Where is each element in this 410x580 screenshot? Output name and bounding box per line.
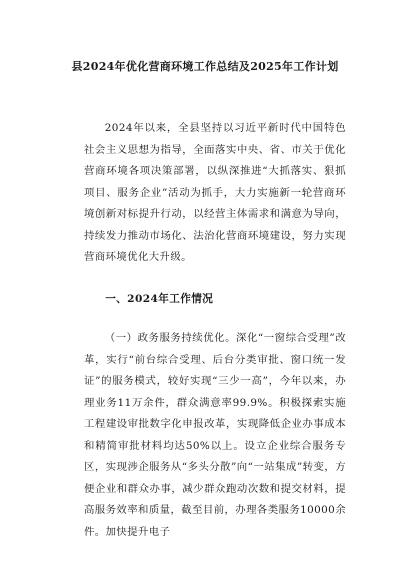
section-paragraph: （一）政务服务持续优化。深化“一窗综合受理”改革，实行“前台综合受理、后台分类审批、窗口统一发证”的服务模式，较好实现“三少一高”，今年以来，办理业务11万余件，群众满意率99.9%。积极探索实施工程建设审批数字化申报改革，实现降低企业办事成本和精简审批材料均达50%以上。设立企业综合服务专区，实现涉企服务从“多头分散”向“一站集成”转变，方便企业和群众办事，减少群众跑动次数和提交材料，提高服务效率和质量，截至目前，办理各类服务10000余件。加快提升电子	[84, 332, 346, 538]
section-heading: 一、2024年工作情况	[105, 293, 214, 305]
intro-paragraph: 2024年以来，全县坚持以习近平新时代中国特色社会主义思想为指导，全面落实中央、省、市关于优化营商环境各项决策部署，以纵深推进“大抓落实、狠抓项目、服务企业”活动为抓手，大力实施新一轮营商环境创新对标提升行动，以经营主体需求和满意为导向，持续发力推动市场化、法治化营商环境建设，努力实现营商环境优化大升级。	[84, 122, 346, 263]
document-title: 县2024年优化营商环境工作总结及2025年工作计划	[71, 60, 339, 73]
